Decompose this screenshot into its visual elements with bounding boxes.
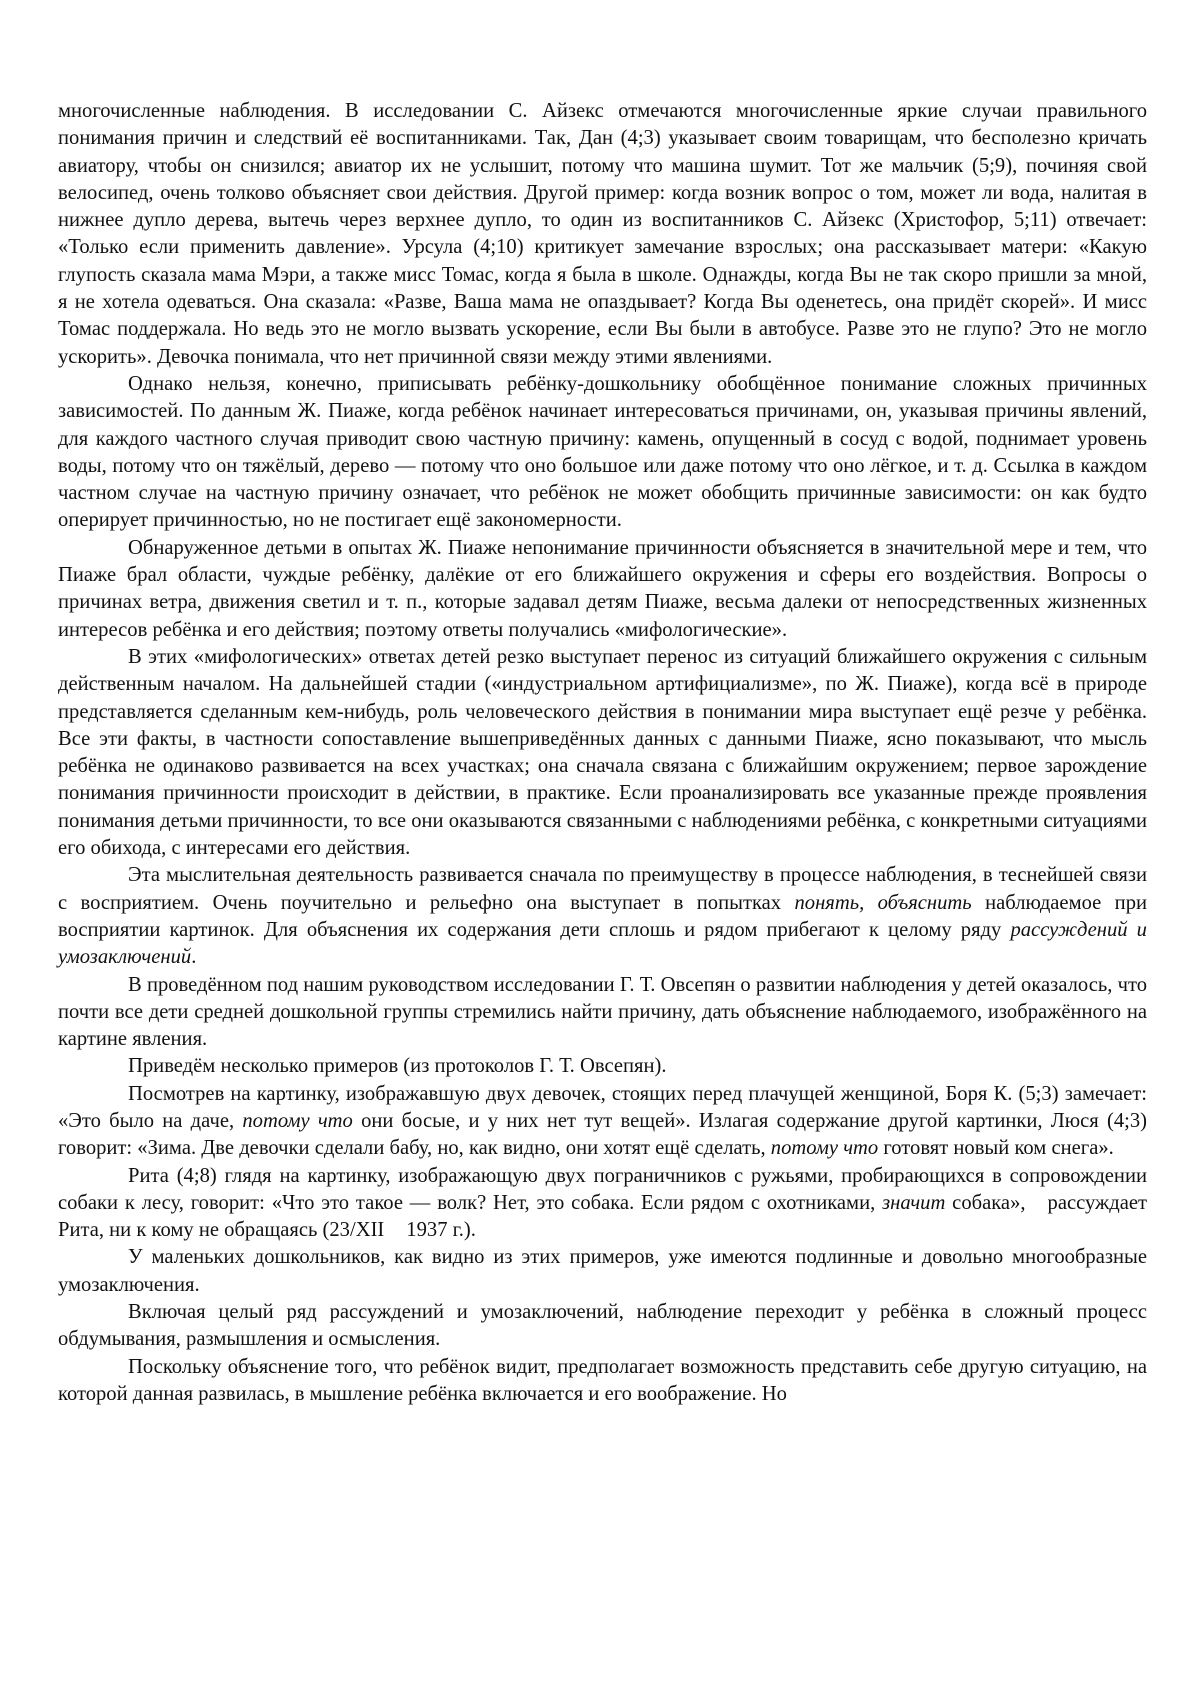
paragraph-8-text-a: Посмотрев на картинку, изображавшую двух девочек, стоящих перед плачущей женщиной, Боря К. (5;3) замечает: «Это было на даче, — [58, 1082, 1147, 1132]
paragraph-12: Поскольку объяснение того, что ребёнок видит, предполагает возможность представить себе другую ситуацию, на которой данная развилась, в мышление ребёнка включается и его воображение. Но — [58, 1355, 1147, 1405]
paragraph-8-emphasis-b: потому что — [770, 1137, 879, 1160]
paragraph-8-text-b: они босые, и у них нет тут вещей». Излагая содержание другой картинки, Люся (4;3) говорит: «Зима. Две девочки сделали бабу, но, как видно, они хотят ещё сделать, — [58, 1109, 1148, 1160]
paragraph-5-text-c: . — [191, 946, 197, 969]
paragraph-2: Однако нельзя, конечно, приписывать ребёнку-дошкольнику обобщённое понимание сложных причинных зависимостей. По данным Ж. Пиаже, когда ребёнок начинает интересоваться причинами, он, указывая причины явлений, для каждого частного случая приводит свою частную причину: камень, опущенный в сосуд с водой, поднимает уровень воды, потому что он тяжёлый, дерево — потому что оно большое или даже потому что оно лёгкое, и т. д. Ссылка в каждом частном случае на частную причину означает, что ребёнок не может обобщить причинные зависимости: он как будто оперирует причинностью, но не постигает ещё закономерности. — [58, 372, 1147, 532]
paragraph-9-text-a: Рита (4;8) глядя на картинку, изображающую двух пограничников с ружьями, пробирающихся в сопровождении собаки к лесу, говорит: «Что это такое — волк? Нет, это собака. Если рядом с охотниками, — [58, 1164, 1147, 1214]
paragraph-5-emphasis-a: понять, объяснить — [794, 891, 972, 914]
paragraph-7: Приведём несколько примеров (из протоколов Г. Т. Овсепян). — [128, 1055, 667, 1078]
paragraph-8-emphasis-a: потому что — [242, 1109, 353, 1132]
paragraph-4: В этих «мифологических» ответах детей резко выступает перенос из ситуаций ближайшего окружения с сильным действенным началом. На дальнейшей стадии («индустриальном артифициализме», по Ж. Пиаже), когда всё в природе представляется сделанным кем-нибудь, роль человеческого действия в понимании мира выступает ещё резче у ребёнка. Все эти факты, в частности сопоставление вышеприведённых данных с данными Пиаже, ясно показывают, что мысль ребёнка не одинаково развивается на всех участках; она сначала связана с ближайшим окружением; первое зарождение понимания причинности происходит в действии, в практике. Если проанализировать все указанные прежде проявления понимания детьми причинности, то все они оказываются связанными с наблюдениями ребёнка, с конкретными ситуациями его обихода, с интересами его действия. — [58, 645, 1147, 860]
paragraph-9 — [58, 1163, 1147, 1245]
paragraph-6: В проведённом под нашим руководством исследовании Г. Т. Овсепян о развитии наблюдения у детей оказалось, что почти все дети средней дошкольной группы стремились найти причину, дать объяснение наблюдаемого, изображённого на картине явления. — [58, 973, 1147, 1051]
paragraph-8-text-c: готовят новый ком снега». — [878, 1137, 1114, 1160]
paragraph-9-text-c: рассуждает Рита, ни к кому не обращаясь (23/XII — [58, 1191, 1147, 1242]
paragraph-9-text-b: собака», — [945, 1191, 1026, 1214]
paragraph-3: Обнаруженное детьми в опытах Ж. Пиаже непонимание причинности объясняется в значительной мере и тем, что Пиаже брал области, чуждые ребёнку, далёкие от его ближайшего окружения и сферы его воздействия. Вопросы о причинах ветра, движения светил и т. п., которые задавал детям Пиаже, весьма далеки от непосредственных жизненных интересов ребёнка и его действия; поэтому ответы получались «мифологические». — [58, 536, 1147, 641]
paragraph-5-emphasis-b: рассуждений и умозаключений — [58, 918, 1147, 969]
paragraph-11: Включая целый ряд рассуждений и умозаключений, наблюдение переходит у ребёнка в сложный процесс обдумывания, размышления и осмысления. — [58, 1301, 1147, 1351]
paragraph-10: У маленьких дошкольников, как видно из этих примеров, уже имеются подлинные и довольно многообразные умозаключения. — [58, 1246, 1147, 1296]
paragraph-5-text-a: Эта мыслительная деятельность развивается сначала по преимуществу в процессе наблюдения, в теснейшей связи с восприятием. Очень поучительно и рельефно она выступает в попытках — [58, 864, 1147, 914]
paragraph-5-text-b: наблюдаемое при восприятии картинок. Для объяснения их содержания дети сплошь и рядом прибегают к целому ряду — [58, 891, 1148, 941]
paragraph-8 — [58, 1081, 1147, 1163]
paragraph-1: многочисленные наблюдения. В исследовании С. Айзекс отмечаются многочисленные яркие случаи правильного понимания причин и следствий её воспитанниками. Так, Дан (4;3) указывает своим товарищам, что бесполезно кричать авиатору, чтобы он снизился; авиатор их не услышит, потому что машина шумит. Тот же мальчик (5;9), починяя свой велосипед, очень толково объясняет свои действия. Другой пример: когда возник вопрос о том, может ли вода, налитая в нижнее дупло дерева, вытечь через верхнее дупло, то один из воспитанников С. Айзекс (Христофор, 5;11) отвечает: «Только если применить давление». Урсула (4;10) критикует замечание взрослых; она рассказывает матери: «Какую глупость сказала мама Мэри, а также мисс Томас, когда я была в школе. Однажды, когда Вы не так скоро пришли за мной, я не хотела одеваться. Она сказала: «Разве, Ваша мама не опаздывает? Когда Вы оденетесь, она придёт скорей». И мисс Томас поддержала. Но ведь это не могло вызвать ускорение, если Вы были в автобусе. Разве это не глупо? Это не могло ускорить». Девочка понимала, что нет причинной связи между этими явлениями. — [58, 100, 1147, 368]
paragraph-5 — [58, 862, 1147, 971]
paragraph-9-text-d: 1937 г.). — [406, 1219, 476, 1242]
paragraph-9-emphasis-a: значит — [882, 1191, 946, 1214]
